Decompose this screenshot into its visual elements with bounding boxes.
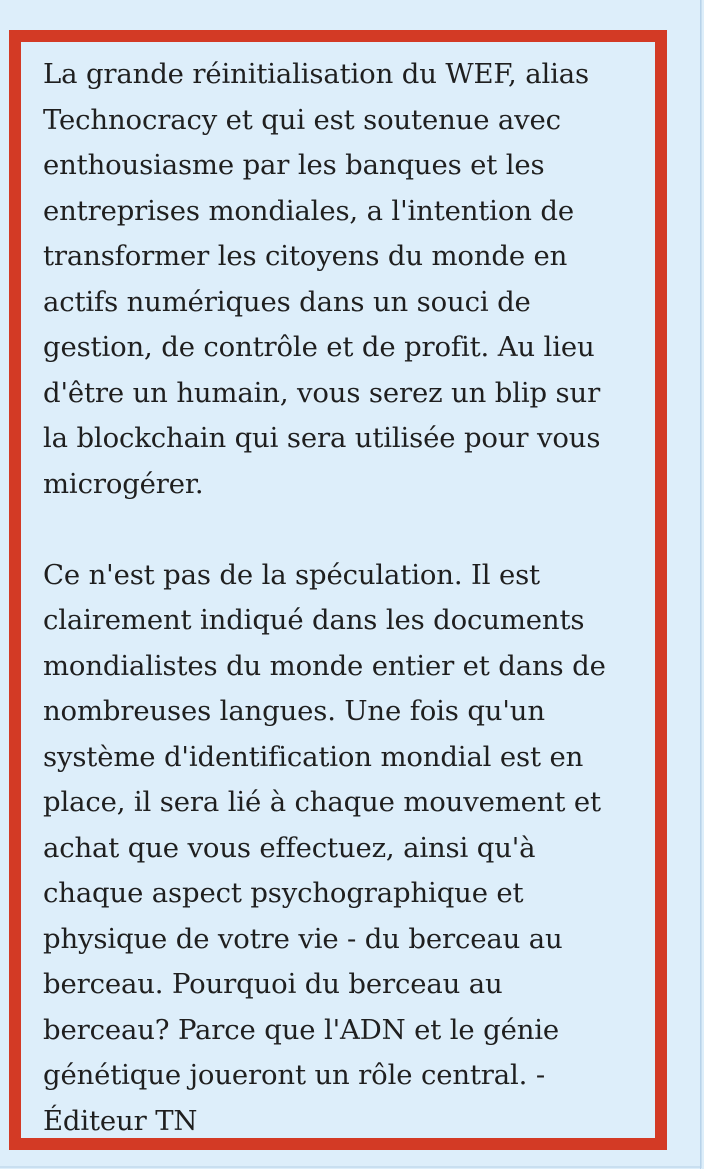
paragraph-1: La grande réinitialisation du WEF, alias Technocracy et qui est soutenue avec enthousiasme par les banques et les entreprises mondiales, a l'intention de transformer les citoyens du monde en actifs numériques dans un souci de gestion, de contrôle et de profit. Au lieu d'être un humain, vous serez un blip sur la blockchain qui sera utilisée pour vous microgérer. <box>43 58 601 500</box>
highlight-frame <box>9 30 667 1150</box>
quote-content <box>43 52 639 1144</box>
paragraph-2: Ce n'est pas de la spéculation. Il est clairement indiqué dans les documents mondialistes du monde entier et dans de nombreuses langues. Une fois qu'un système d'identification mondial est en place, il sera lié à chaque mouvement et achat que vous effectuez, ainsi qu'à chaque aspect psychographique et physique de votre vie - du berceau au berceau. Pourquoi du berceau au berceau? Parce que l'ADN et le génie génétique joueront un rôle central. - Éditeur TN <box>43 558 606 1137</box>
scroll-edge-line <box>700 0 701 1169</box>
